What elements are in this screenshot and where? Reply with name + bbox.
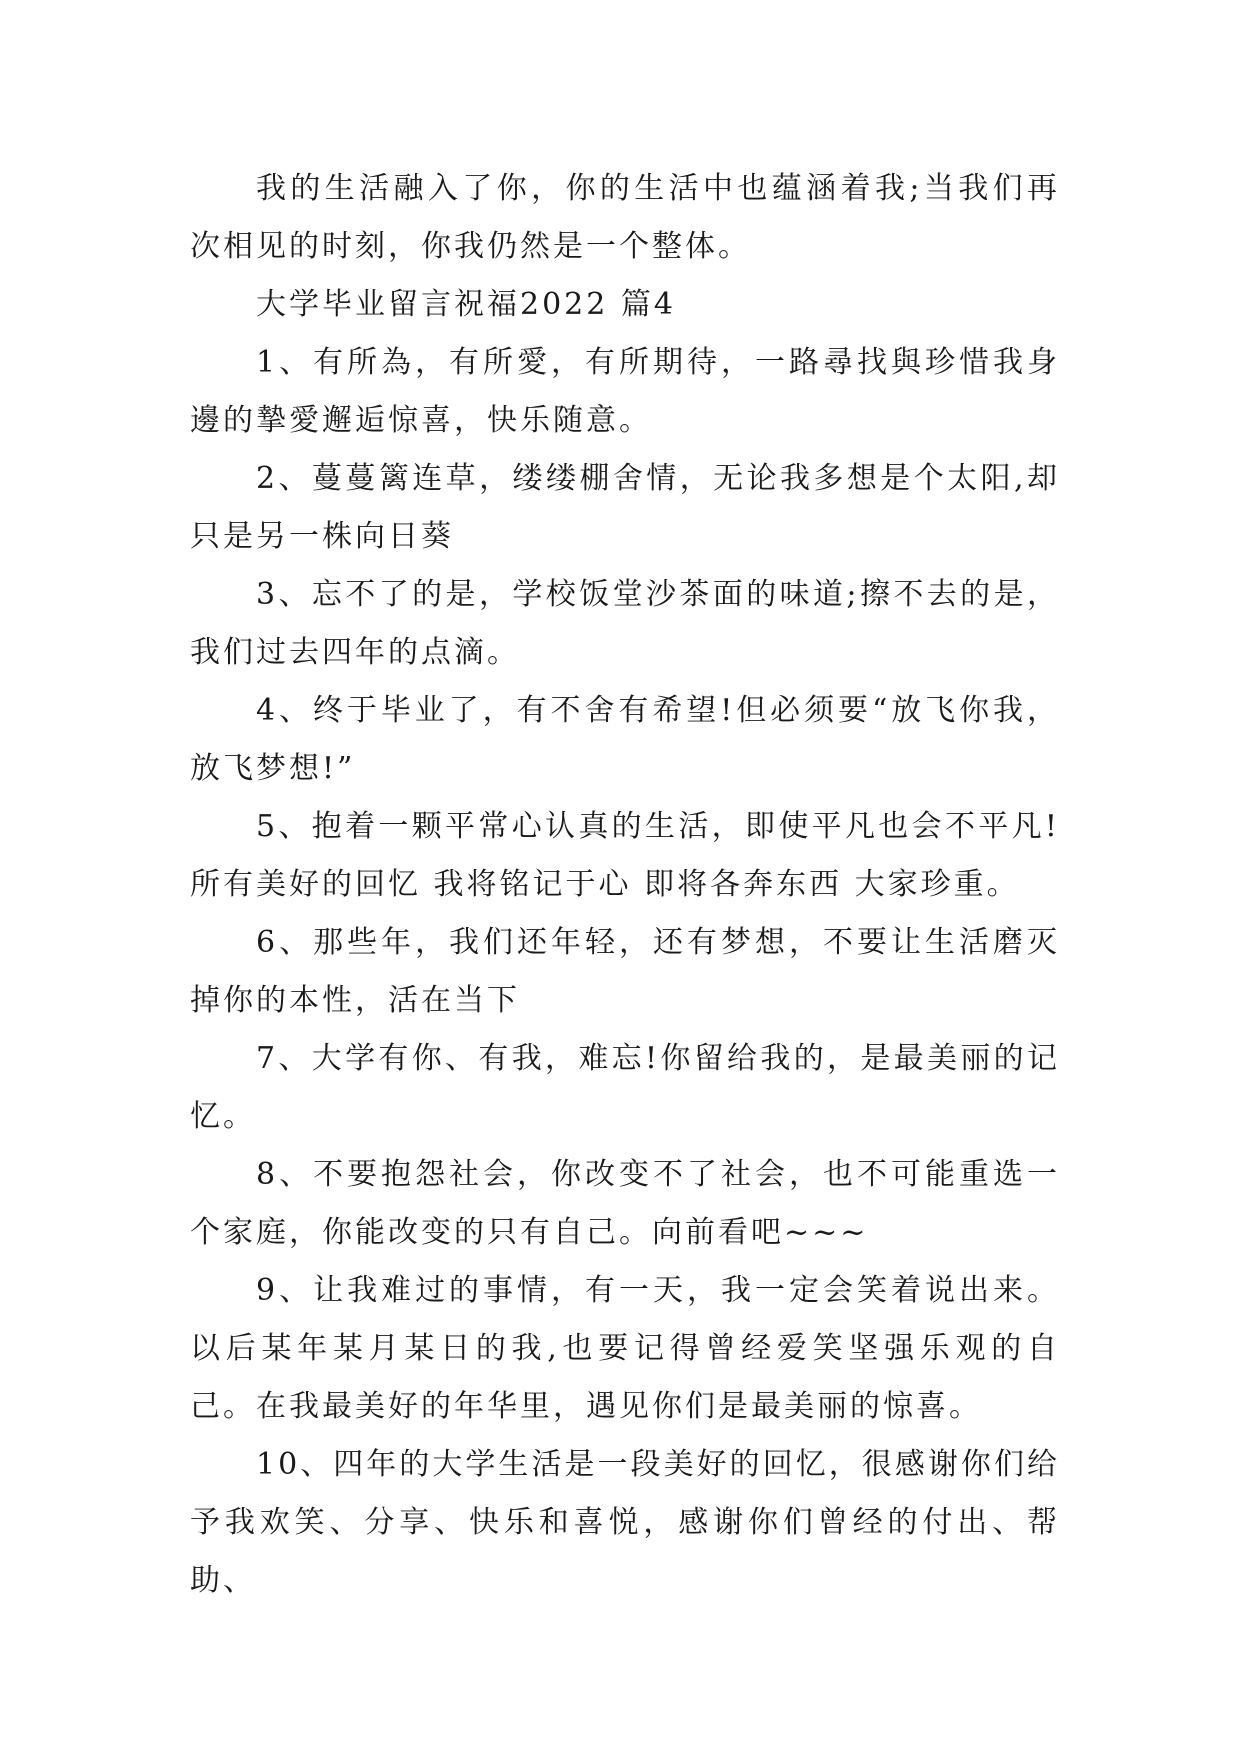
section-heading: 大学毕业留言祝福2022 篇4: [256, 287, 676, 322]
list-item: 10、四年的大学生活是一段美好的回忆，很感谢你们给予我欢笑、分享、快乐和喜悦，感谢你们曾经的付出、帮助、: [190, 1447, 1060, 1598]
list-item: 4、终于毕业了，有不舍有希望!但必须要“放飞你我，放飞梦想!”: [190, 693, 1060, 786]
paragraph: 我的生活融入了你，你的生活中也蕴涵着我;当我们再次相见的时刻，你我仍然是一个整体。: [190, 171, 1060, 264]
list-item: 3、忘不了的是，学校饭堂沙茶面的味道;擦不去的是，我们过去四年的点滴。: [190, 577, 1060, 670]
list-item: 7、大学有你、有我，难忘!你留给我的，是最美丽的记忆。: [190, 1041, 1060, 1134]
list-item: 1、有所為，有所愛，有所期待，一路尋找與珍惜我身邊的摯愛邂逅惊喜，快乐随意。: [190, 345, 1060, 438]
list-item: 5、抱着一颗平常心认真的生活，即使平凡也会不平凡!所有美好的回忆 我将铭记于心 即将各奔东西 大家珍重。: [190, 809, 1060, 902]
list-item: 6、那些年，我们还年轻，还有梦想，不要让生活磨灭掉你的本性，活在当下: [190, 925, 1060, 1018]
document-body: [190, 160, 1060, 1610]
list-item: 8、不要抱怨社会，你改变不了社会，也不可能重选一个家庭，你能改变的只有自己。向前看吧~~~: [190, 1157, 1060, 1250]
list-item: 2、蔓蔓篱连草，缕缕棚舍情，无论我多想是个太阳,却只是另一株向日葵: [190, 461, 1060, 554]
list-item: 9、让我难过的事情，有一天，我一定会笑着说出来。以后某年某月某日的我,也要记得曾经爱笑坚强乐观的自己。在我最美好的年华里，遇见你们是最美丽的惊喜。: [190, 1273, 1060, 1424]
